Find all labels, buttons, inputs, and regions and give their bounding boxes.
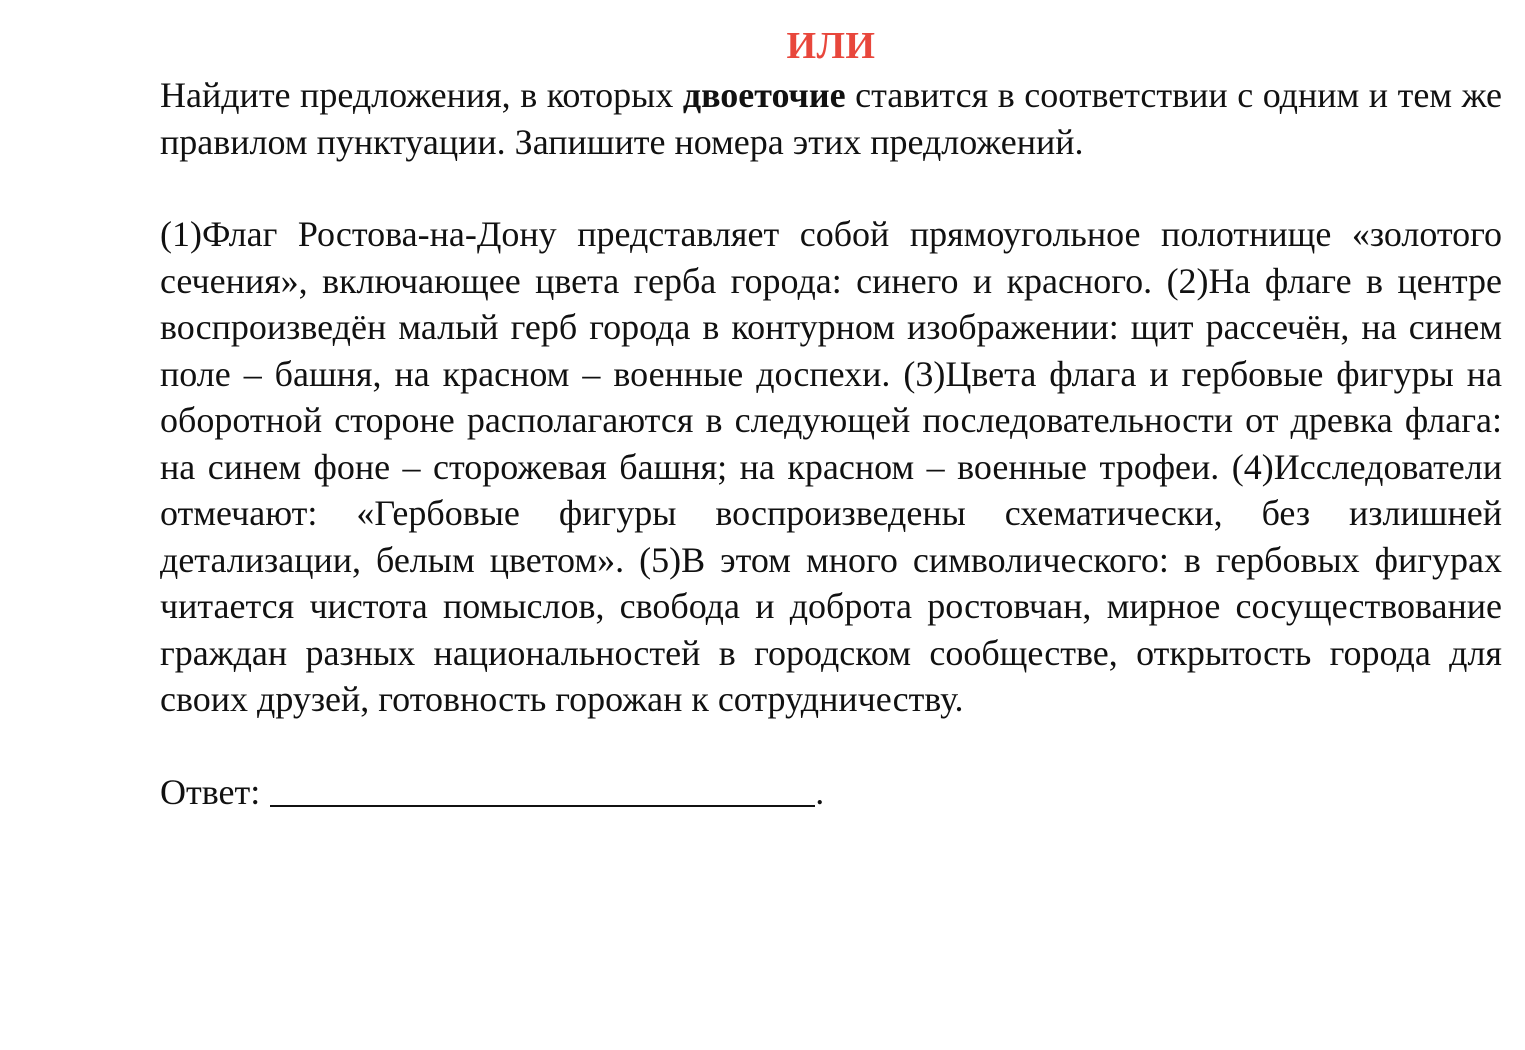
task-document [160,22,1502,815]
text-passage [160,211,1502,723]
answer-label: Ответ: [160,771,261,812]
sentence-2: (2)На флаге в центре воспроизведён малый герб города в контурном изображении: щит рассечён, на синем поле – башня, на красном – военные доспехи. [160,260,1503,394]
instruction-text-start: Найдите предложения, в которых [160,75,683,115]
answer-end-mark: . [815,771,825,812]
sentence-5: (5)В этом много символического: в гербовых фигурах читается чистота помыслов, свобода и доброта ростовчан, мирное сосуществование граждан разных национальностей в городском сообществе, открытость города для своих друзей, готовность горожан к сотрудничеству. [160,539,1503,719]
answer-row [160,769,1502,816]
sentence-3: (3)Цвета флага и гербовые фигуры на оборотной стороне располагаются в следующей последовательности от древка флага: на синем фоне – сторожевая башня; на красном – военные трофеи. [160,353,1503,487]
task-instruction [160,72,1502,165]
answer-blank-line[interactable] [270,775,815,807]
instruction-text-end: ставится в соответствии с одним и тем же правилом пунктуации. Запишите номера этих предложений. [160,75,1502,162]
sentence-4: (4)Исследователи отмечают: «Гербовые фигуры воспроизведены схематически, без излишней детализации, белым цветом». [160,446,1503,580]
or-heading: ИЛИ [786,25,876,67]
instruction-bold-term: двоеточие [682,75,846,115]
sentence-1: (1)Флаг Ростова-на-Дону представляет собой прямоугольное полотнище «золотого сечения», включающее цвета герба города: синего и красного. [160,214,1502,301]
